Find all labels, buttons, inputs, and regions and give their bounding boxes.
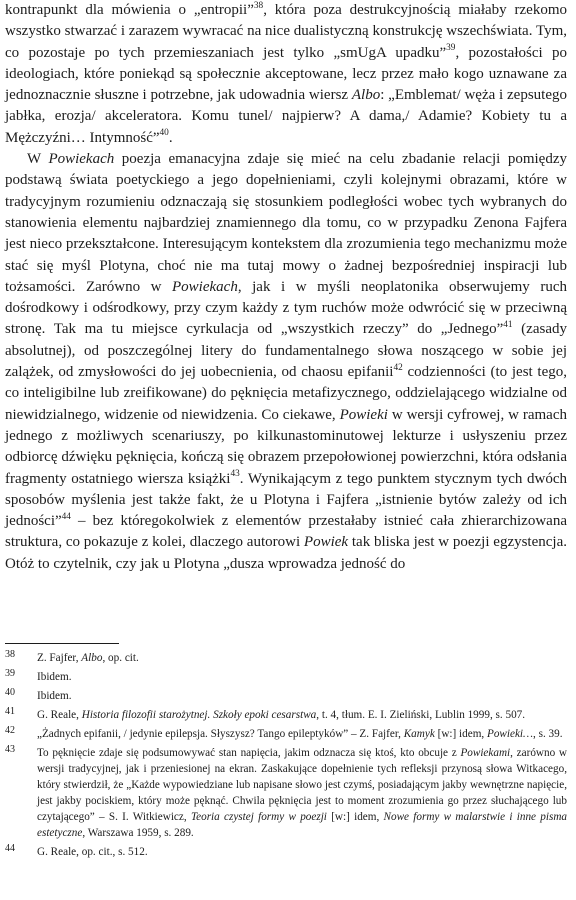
- footnote-ref: 41: [503, 320, 513, 330]
- text-run: , zarówno w wersji tradycyjnej, jak i przeniesionej na ekran. Zaskakujące dopełnienie tych refleksji przynosą słowa Witkacego, który stwierdził, że „Każde wypowiedziane lub napisane słowo jest czymś, posiadającym jakby wewnętrzne napięcie, jest jakby pociskiem, który może pęknąć. Chwila pęknięcia jest to moment zrozumienia go przez słuchającego lub czytającego” – S. I. Witkiewicz,: [37, 747, 567, 823]
- text-run: [w:] idem,: [434, 728, 487, 740]
- text-run: [w:] idem,: [326, 811, 384, 823]
- italic-text: Kamyk: [403, 728, 435, 740]
- italic-text: Albo: [351, 87, 381, 104]
- italic-text: Nowe formy w malarstwie i inne pisma estetyczne: [37, 811, 567, 839]
- footnote: [5, 844, 567, 860]
- text-run: , pozostałości po ideologiach, które poniekąd są społecznie akceptowane, lecz przez mało kogo uznawane za jednoznacznie słuszne i potrzebne, jak udowadnia wiersz: [5, 44, 567, 104]
- footnote: [5, 745, 567, 841]
- text-run: , jak i w myśli neoplatonika obserwujemy ruch dośrodkowy i odśrodkowy, przy czym każdy z tym ruchów może odwrócić się w przeciwną stronę. Tak ma tu miejsce cyrkulacja od „wszystkich rzeczy” do „Jednego”: [5, 278, 567, 338]
- text-run: Ibidem.: [37, 690, 72, 702]
- footnote-text: [37, 650, 567, 666]
- footnote-ref: 38: [253, 0, 264, 11]
- text-run: : „Emblemat/ węża i zepsutego jabłka, erozja/ akceleratora. Komu tunel/ najpierw? A dama,/ Adamie? Kobiety tu a Mężczyźni… Intymność”: [5, 87, 568, 146]
- text-run: w wersji cyfrowej, w ramach jednego z możliwych scenariuszy, po kilkunastominutowej lekturze i usłyszeniu przez odbiorcę dźwięku pęknięcia, kończą się obrazem przepołowionej powierzchni, która odsłania fragmenty ostatniego wiersza książki: [5, 406, 567, 487]
- footnotes: [5, 650, 567, 863]
- footnote-number: 41: [5, 706, 15, 717]
- italic-text: Powiekach: [48, 151, 115, 168]
- footnote: [5, 707, 567, 723]
- footnote-ref: 42: [393, 362, 403, 373]
- text-run: Ibidem.: [37, 671, 72, 683]
- italic-text: Historia filozofii starożytnej. Szkoły epoki cesarstwa: [81, 709, 317, 721]
- footnote-text: [37, 745, 567, 841]
- footnote-number: 38: [5, 649, 15, 660]
- text-run: codzienności (to jest tego, co inteligibilne lub zreifikowane) do pęknięcia metafizycznego, oddzielającego widzialne od niewidzialnego, widzenie od niewidzenia. Co ciekawe,: [5, 364, 567, 423]
- text-run: , op. cit.: [102, 652, 139, 664]
- footnote-text: [37, 688, 567, 704]
- text-run: (zasady absolutnej), od poszczególnej litery do fundamentalnego słowa noszącego w sobie jej zalążek, od zmysłowości do jej uobecnienia, od chaosu epifanii: [5, 321, 567, 381]
- footnote-ref: 40: [159, 128, 169, 139]
- italic-text: Powiekami: [460, 747, 511, 759]
- footnote-number: 44: [5, 843, 15, 854]
- italic-text: Powieki…: [487, 728, 533, 740]
- text-run: G. Reale,: [37, 709, 82, 721]
- footnote: [5, 669, 567, 685]
- paragraph: [5, 0, 567, 149]
- footnote-text: [37, 726, 567, 742]
- footnote-number: 39: [5, 668, 15, 679]
- italic-text: Powieki: [339, 406, 388, 423]
- footnote-ref: 43: [230, 469, 240, 480]
- footnote-separator: [5, 643, 119, 644]
- footnote-text: [37, 669, 567, 685]
- text-run: . Wynikającym z tego punktem stycznym tych dwóch sposobów myślenia jest także fakt, że u Plotyna i Fajfera „istnienie bytów zależy od ich jedności”: [5, 470, 568, 530]
- text-run: – bez któregokolwiek z elementów przestałaby istnieć cała zhierarchizowana struktura, co pokazuje z kolei, dlaczego autorowi: [5, 513, 567, 551]
- text-run: To pęknięcie zdaje się podsumowywać stan napięcia, jakim odznacza się ktoś, kto obcuje z: [37, 747, 461, 759]
- footnote-ref: 44: [61, 511, 71, 522]
- italic-text: Teoria czystej formy w poezji: [190, 811, 327, 823]
- text-run: Z. Fajfer,: [37, 652, 82, 664]
- footnote-ref: 39: [446, 43, 456, 54]
- text-run: , s. 39.: [533, 728, 563, 740]
- text-run: W: [27, 151, 49, 168]
- text-run: tak bliska jest w poezji egzystencja. Otóż to czytelnik, czy jak u Plotyna „dusza wprowadza jedność do: [5, 534, 567, 572]
- footnote-text: [37, 844, 567, 860]
- text-run: , t. 4, tłum. E. I. Zieliński, Lublin 1999, s. 507.: [316, 709, 526, 721]
- text-run: kontrapunkt dla mówienia o „entropii”: [5, 2, 254, 18]
- italic-text: Albo: [81, 652, 103, 664]
- text-run: , Warszawa 1959, s. 289.: [82, 827, 194, 839]
- italic-text: Powiekach: [172, 278, 238, 295]
- text-run: , która poza destrukcyjnością miałaby rzekomo wszystko stwarzać i zarazem wywracać na nice dualistyczną konstrukcję wszechświata. Tym, co pozostaje po tych przemieszaniach jest tylko „smUgA upadku”: [5, 2, 567, 61]
- paragraph: [5, 149, 567, 575]
- text-run: G. Reale, op. cit., s. 512.: [37, 846, 148, 858]
- footnote-text: [37, 707, 567, 723]
- text-run: .: [168, 129, 173, 146]
- footnote-number: 42: [5, 725, 15, 736]
- footnote: [5, 726, 567, 742]
- footnote: [5, 688, 567, 704]
- italic-text: Powiek: [303, 534, 349, 551]
- footnote-number: 40: [5, 687, 15, 698]
- text-run: poezja emanacyjna zdaje się mieć na celu zbadanie relacji pomiędzy podstawą świata poetyckiego a jego dopełnieniami, czyli kolejnymi obrazami, które w tradycyjnym rozumieniu odznaczają się stosunkiem podległości wobec tych wybranych do stanowienia elementu najbardziej znamiennego dla tomu, co w przypadku Zenona Fajfera jest nieco przekształcone. Interesującym kontekstem dla zrozumienia tego mechanizmu może stać się myśl Plotyna, choć nie ma tutaj mowy o żadnej bezpośredniej inspiracji lub tożsamości. Zarówno w: [5, 151, 567, 295]
- text-run: „Żadnych epifanii, / jedynie epilepsja. Słyszysz? Tango epileptyków” – Z. Fajfer,: [37, 728, 404, 740]
- footnote: [5, 650, 567, 666]
- footnote-number: 43: [5, 744, 15, 755]
- main-text: [5, 0, 567, 575]
